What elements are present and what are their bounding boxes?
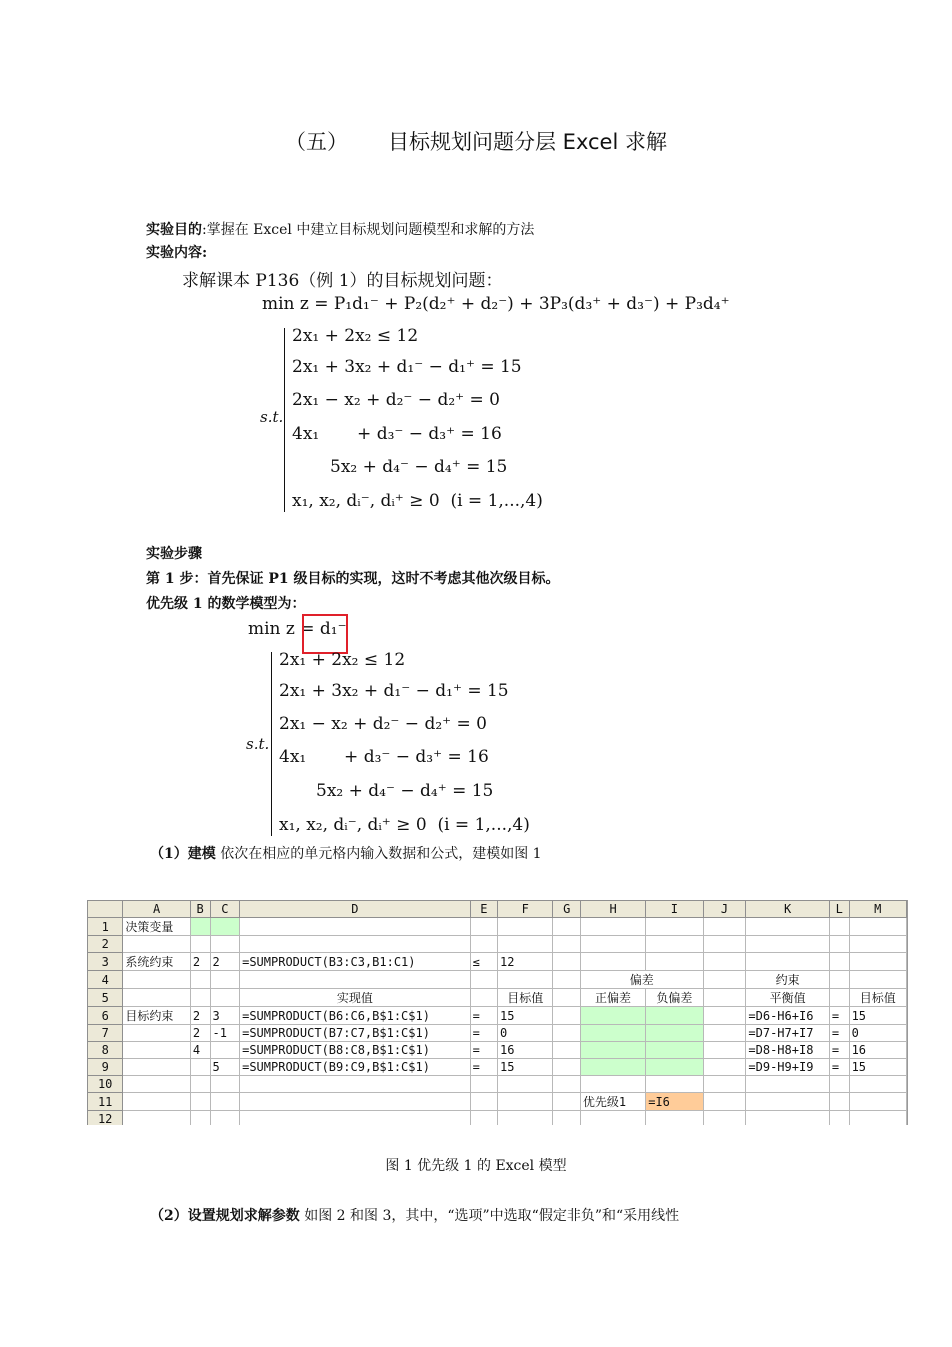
sheet-cell[interactable] — [703, 1007, 746, 1025]
column-header[interactable] — [88, 901, 123, 918]
model2-brace — [271, 652, 280, 836]
sheet-cell[interactable] — [703, 1042, 746, 1059]
sheet-cell[interactable]: = — [829, 1042, 849, 1059]
sheet-cell[interactable] — [580, 936, 645, 953]
column-header[interactable]: B — [190, 901, 210, 918]
sheet-cell[interactable] — [746, 936, 829, 953]
sheet-cell[interactable]: =SUMPRODUCT(B7:C7,B$1:C$1) — [240, 1025, 471, 1042]
column-header[interactable]: M — [849, 901, 906, 918]
sheet-cell[interactable]: 0 — [849, 1025, 906, 1042]
sheet-cell[interactable] — [553, 971, 580, 989]
column-header[interactable]: G — [553, 901, 580, 918]
sheet-cell[interactable]: =I6 — [646, 1093, 703, 1111]
sheet-cell[interactable] — [746, 1093, 829, 1111]
sheet-cell[interactable]: 3 — [210, 1007, 240, 1025]
sheet-cell[interactable] — [210, 936, 240, 953]
model2-objective-term: d₁⁻ — [319, 619, 347, 639]
sheet-cell[interactable] — [646, 1076, 703, 1093]
model1-brace — [284, 328, 293, 512]
sheet-cell[interactable]: = — [829, 1025, 849, 1042]
sheet-cell[interactable] — [498, 1093, 553, 1111]
steps-label: 实验步骤 — [146, 546, 202, 562]
sheet-cell[interactable] — [123, 1059, 190, 1076]
sheet-cell[interactable] — [553, 1093, 580, 1111]
sheet-cell[interactable]: =D7-H7+I7 — [746, 1025, 829, 1042]
model1-constraint-6: x₁, x₂, dᵢ⁻, dᵢ⁺ ≥ 0 (i = 1,...,4) — [292, 491, 543, 511]
solver-label: （2）设置规划求解参数 — [150, 1208, 300, 1224]
sheet-cell[interactable]: 2 — [190, 1007, 210, 1025]
sheet-cell[interactable] — [703, 1076, 746, 1093]
column-header[interactable]: L — [829, 901, 849, 918]
sheet-cell[interactable] — [746, 918, 829, 936]
column-header[interactable]: J — [703, 901, 746, 918]
sheet-cell[interactable] — [470, 1093, 497, 1111]
sheet-cell[interactable] — [849, 971, 906, 989]
sheet-cell[interactable] — [553, 1042, 580, 1059]
sheet-cell[interactable]: 12 — [498, 953, 553, 971]
sheet-cell[interactable] — [240, 936, 471, 953]
sheet-cell[interactable]: 偏差 — [580, 971, 703, 989]
sheet-cell[interactable] — [829, 1093, 849, 1111]
sheet-cell[interactable] — [746, 953, 829, 971]
sheet-cell[interactable] — [190, 918, 210, 936]
sheet-cell[interactable] — [646, 918, 703, 936]
model2-constraint-6: x₁, x₂, dᵢ⁻, dᵢ⁺ ≥ 0 (i = 1,...,4) — [279, 815, 530, 835]
sheet-cell[interactable] — [646, 936, 703, 953]
sheet-cell[interactable]: 目标值 — [849, 989, 906, 1007]
model2-objective-prefix: min z = — [248, 619, 320, 639]
row-header[interactable]: 1 — [88, 918, 123, 936]
row-header[interactable]: 8 — [88, 1042, 123, 1059]
sheet-row — [88, 989, 907, 1007]
column-header[interactable]: C — [210, 901, 240, 918]
sheet-cell[interactable] — [553, 936, 580, 953]
sheet-cell[interactable] — [210, 1042, 240, 1059]
sheet-cell[interactable] — [190, 936, 210, 953]
model1-constraint-2: 2x₁ + 3x₂ + d₁⁻ − d₁⁺ = 15 — [292, 357, 522, 377]
sheet-cell[interactable] — [580, 1025, 645, 1042]
purpose-text: :掌握在 Excel 中建立目标规划问题模型和求解的方法 — [202, 222, 535, 238]
sheet-row — [88, 918, 907, 936]
sheet-cell[interactable] — [580, 1076, 645, 1093]
sheet-cell[interactable] — [646, 1059, 703, 1076]
figure-caption: 图 1 优先级 1 的 Excel 模型 — [385, 1158, 567, 1174]
row-header[interactable]: 2 — [88, 936, 123, 953]
sheet-cell[interactable]: =SUMPRODUCT(B9:C9,B$1:C$1) — [240, 1059, 471, 1076]
sheet-cell[interactable]: =SUMPRODUCT(B3:C3,B1:C1) — [240, 953, 471, 971]
sheet-cell[interactable] — [829, 936, 849, 953]
title-text: 目标规划问题分层 Excel 求解 — [388, 130, 667, 154]
sheet-cell[interactable] — [190, 1059, 210, 1076]
sheet-cell[interactable] — [210, 971, 240, 989]
sheet-cell[interactable]: 目标约束 — [123, 1007, 190, 1025]
sheet-cell[interactable]: 正偏差 — [580, 989, 645, 1007]
sheet-cell[interactable]: 目标值 — [498, 989, 553, 1007]
sheet-cell[interactable] — [646, 1111, 703, 1126]
sheet-cell[interactable] — [580, 1111, 645, 1126]
sheet-cell[interactable] — [703, 971, 746, 989]
sheet-cell[interactable] — [498, 1076, 553, 1093]
sheet-row — [88, 1059, 907, 1076]
column-header[interactable]: E — [470, 901, 497, 918]
sheet-cell[interactable] — [470, 1111, 497, 1126]
sheet-cell[interactable] — [553, 1111, 580, 1126]
sheet-cell[interactable] — [829, 989, 849, 1007]
sheet-cell[interactable]: =D9-H9+I9 — [746, 1059, 829, 1076]
sheet-cell[interactable] — [210, 1093, 240, 1111]
sheet-cell[interactable]: =D8-H8+I8 — [746, 1042, 829, 1059]
sheet-cell[interactable] — [210, 1076, 240, 1093]
sheet-cell[interactable]: 15 — [498, 1007, 553, 1025]
sheet-row — [88, 1025, 907, 1042]
sheet-cell[interactable] — [703, 989, 746, 1007]
sheet-cell[interactable] — [190, 989, 210, 1007]
column-header[interactable]: K — [746, 901, 829, 918]
row-header[interactable]: 6 — [88, 1007, 123, 1025]
sheet-cell[interactable] — [703, 918, 746, 936]
column-header[interactable]: F — [498, 901, 553, 918]
sheet-cell[interactable] — [849, 918, 906, 936]
sheet-cell[interactable] — [829, 1076, 849, 1093]
sheet-cell[interactable]: =SUMPRODUCT(B8:C8,B$1:C$1) — [240, 1042, 471, 1059]
sheet-cell[interactable] — [553, 918, 580, 936]
sheet-cell[interactable] — [240, 971, 471, 989]
model1-constraint-1: 2x₁ + 2x₂ ≤ 12 — [292, 326, 419, 346]
sheet-cell[interactable] — [190, 971, 210, 989]
sheet-cell[interactable]: 优先级1 — [580, 1093, 645, 1111]
sheet-cell[interactable]: 负偏差 — [646, 989, 703, 1007]
sheet-cell[interactable] — [703, 936, 746, 953]
sheet-cell[interactable]: = — [829, 1059, 849, 1076]
sheet-cell[interactable] — [646, 1025, 703, 1042]
sheet-cell[interactable]: 4 — [190, 1042, 210, 1059]
sheet-cell[interactable] — [580, 1059, 645, 1076]
sheet-cell[interactable] — [210, 989, 240, 1007]
sheet-cell[interactable] — [240, 1093, 471, 1111]
sheet-cell[interactable]: 16 — [849, 1042, 906, 1059]
sheet-cell[interactable] — [849, 1093, 906, 1111]
highlight-box — [302, 614, 348, 654]
solver-line — [150, 1205, 679, 1225]
sheet-cell[interactable]: 约束 — [746, 971, 829, 989]
sheet-row — [88, 953, 907, 971]
sheet-row — [88, 1042, 907, 1059]
sheet-cell[interactable] — [829, 971, 849, 989]
sheet-cell[interactable] — [498, 971, 553, 989]
excel-sheet — [87, 900, 908, 1125]
sheet-cell[interactable] — [190, 1076, 210, 1093]
sheet-cell[interactable] — [498, 1111, 553, 1126]
sheet-cell[interactable] — [123, 1025, 190, 1042]
build-label: （1）建模 — [150, 846, 216, 862]
content-label: 实验内容: — [146, 245, 208, 261]
sheet-cell[interactable] — [746, 1111, 829, 1126]
model1-objective: min z = P₁d₁⁻ + P₂(d₂⁺ + d₂⁻) + 3P₃(d₃⁺ + d₃⁻) + P₃d₄⁺ — [262, 294, 730, 314]
model2-constraint-4: 4x₁ + d₃⁻ − d₃⁺ = 16 — [279, 747, 489, 767]
purpose-label: 实验目的 — [146, 222, 202, 238]
model1-constraint-5: 5x₂ + d₄⁻ − d₄⁺ = 15 — [330, 457, 508, 477]
priority1-label: 优先级 1 的数学模型为： — [146, 596, 306, 612]
column-header[interactable]: D — [240, 901, 471, 918]
purpose-line — [146, 219, 534, 239]
sheet-cell[interactable] — [849, 1111, 906, 1126]
sheet-cell[interactable] — [470, 989, 497, 1007]
sheet-cell[interactable] — [580, 1007, 645, 1025]
sheet-cell[interactable]: 5 — [210, 1059, 240, 1076]
sheet-cell[interactable] — [553, 1059, 580, 1076]
sheet-cell[interactable] — [190, 1093, 210, 1111]
sheet-cell[interactable] — [190, 1111, 210, 1126]
column-header[interactable]: A — [123, 901, 190, 918]
sheet-cell[interactable] — [829, 953, 849, 971]
sheet-cell[interactable] — [123, 1076, 190, 1093]
row-header[interactable]: 3 — [88, 953, 123, 971]
sheet-cell[interactable] — [553, 989, 580, 1007]
sheet-cell[interactable] — [580, 918, 645, 936]
section-number: （五） — [285, 130, 348, 154]
sheet-cell[interactable] — [646, 1042, 703, 1059]
sheet-cell[interactable] — [703, 1025, 746, 1042]
sheet-cell[interactable]: 16 — [498, 1042, 553, 1059]
sheet-cell[interactable]: 系统约束 — [123, 953, 190, 971]
sheet-cell[interactable] — [123, 936, 190, 953]
sheet-cell[interactable] — [703, 1059, 746, 1076]
sheet-cell[interactable] — [210, 1111, 240, 1126]
step1-text: 第 1 步：首先保证 P1 级目标的实现，这时不考虑其他次级目标。 — [146, 571, 560, 587]
column-header-row — [88, 901, 907, 918]
sheet-cell[interactable] — [470, 1076, 497, 1093]
sheet-cell[interactable]: = — [470, 1059, 497, 1076]
model2-constraint-3: 2x₁ − x₂ + d₂⁻ − d₂⁺ = 0 — [279, 714, 487, 734]
sheet-cell[interactable] — [553, 1025, 580, 1042]
sheet-cell[interactable] — [849, 953, 906, 971]
sheet-cell[interactable] — [123, 1111, 190, 1126]
sheet-row — [88, 1111, 907, 1126]
sheet-cell[interactable] — [580, 953, 645, 971]
sheet-cell[interactable] — [703, 1093, 746, 1111]
model1-constraint-4: 4x₁ + d₃⁻ − d₃⁺ = 16 — [292, 424, 502, 444]
sheet-cell[interactable]: = — [470, 1007, 497, 1025]
row-header[interactable]: 7 — [88, 1025, 123, 1042]
sheet-cell[interactable]: = — [470, 1025, 497, 1042]
sheet-cell[interactable] — [580, 1042, 645, 1059]
sheet-row — [88, 1093, 907, 1111]
model2-constraint-5: 5x₂ + d₄⁻ − d₄⁺ = 15 — [316, 781, 494, 801]
sheet-row — [88, 1076, 907, 1093]
model1-constraint-3: 2x₁ − x₂ + d₂⁻ − d₂⁺ = 0 — [292, 390, 500, 410]
sheet-cell[interactable] — [553, 1076, 580, 1093]
row-header[interactable]: 4 — [88, 971, 123, 989]
sheet-cell[interactable] — [498, 918, 553, 936]
sheet-cell[interactable] — [703, 953, 746, 971]
model2-constraint-1: 2x₁ + 2x₂ ≤ 12 — [279, 650, 406, 670]
sheet-row — [88, 936, 907, 953]
sheet-cell[interactable] — [210, 918, 240, 936]
sheet-cell[interactable] — [849, 936, 906, 953]
sheet-cell[interactable] — [240, 1076, 471, 1093]
sheet-cell[interactable]: -1 — [210, 1025, 240, 1042]
sheet-cell[interactable]: 实现值 — [240, 989, 471, 1007]
solver-text: 如图 2 和图 3，其中，“选项”中选取“假定非负”和“采用线性 — [299, 1208, 680, 1224]
row-header[interactable]: 10 — [88, 1076, 123, 1093]
column-header[interactable]: I — [646, 901, 703, 918]
page-title — [0, 126, 952, 156]
sheet-cell[interactable] — [470, 971, 497, 989]
sheet-cell[interactable]: 2 — [210, 953, 240, 971]
sheet-cell[interactable] — [123, 989, 190, 1007]
sheet-cell[interactable] — [240, 918, 471, 936]
problem-intro: 求解课本 P136（例 1）的目标规划问题： — [182, 271, 503, 291]
build-line — [150, 843, 542, 863]
row-header[interactable]: 5 — [88, 989, 123, 1007]
sheet-cell[interactable]: =SUMPRODUCT(B6:C6,B$1:C$1) — [240, 1007, 471, 1025]
sheet-cell[interactable] — [470, 936, 497, 953]
sheet-row — [88, 1007, 907, 1025]
model2-st: s.t. — [246, 735, 270, 753]
sheet-cell[interactable]: 2 — [190, 1025, 210, 1042]
build-text: 依次在相应的单元格内输入数据和公式，建模如图 1 — [215, 846, 542, 862]
sheet-cell[interactable] — [553, 1007, 580, 1025]
sheet-cell[interactable]: = — [829, 1007, 849, 1025]
sheet-cell[interactable]: 15 — [849, 1007, 906, 1025]
sheet-cell[interactable] — [849, 1076, 906, 1093]
row-header[interactable]: 11 — [88, 1093, 123, 1111]
model2-constraint-2: 2x₁ + 3x₂ + d₁⁻ − d₁⁺ = 15 — [279, 681, 509, 701]
sheet-cell[interactable] — [470, 918, 497, 936]
sheet-cell[interactable]: ≤ — [470, 953, 497, 971]
sheet-cell[interactable] — [703, 1111, 746, 1126]
sheet-cell[interactable] — [240, 1111, 471, 1126]
sheet-cell[interactable] — [829, 918, 849, 936]
sheet-cell[interactable]: =D6-H6+I6 — [746, 1007, 829, 1025]
sheet-cell[interactable] — [646, 953, 703, 971]
sheet-cell[interactable] — [746, 1076, 829, 1093]
sheet-cell[interactable]: 平衡值 — [746, 989, 829, 1007]
sheet-cell[interactable]: 15 — [849, 1059, 906, 1076]
sheet-table — [87, 900, 907, 1125]
row-header[interactable]: 12 — [88, 1111, 123, 1126]
sheet-cell[interactable] — [498, 936, 553, 953]
sheet-row — [88, 971, 907, 989]
column-header[interactable]: H — [580, 901, 645, 918]
sheet-cell[interactable] — [123, 1042, 190, 1059]
sheet-cell[interactable]: 0 — [498, 1025, 553, 1042]
sheet-cell[interactable] — [553, 953, 580, 971]
sheet-cell[interactable] — [123, 1093, 190, 1111]
sheet-cell[interactable]: 15 — [498, 1059, 553, 1076]
sheet-cell[interactable] — [829, 1111, 849, 1126]
sheet-cell[interactable]: = — [470, 1042, 497, 1059]
model1-st: s.t. — [260, 408, 284, 426]
sheet-cell[interactable]: 2 — [190, 953, 210, 971]
sheet-cell[interactable] — [123, 971, 190, 989]
sheet-cell[interactable] — [646, 1007, 703, 1025]
row-header[interactable]: 9 — [88, 1059, 123, 1076]
sheet-cell[interactable]: 决策变量 — [123, 918, 190, 936]
